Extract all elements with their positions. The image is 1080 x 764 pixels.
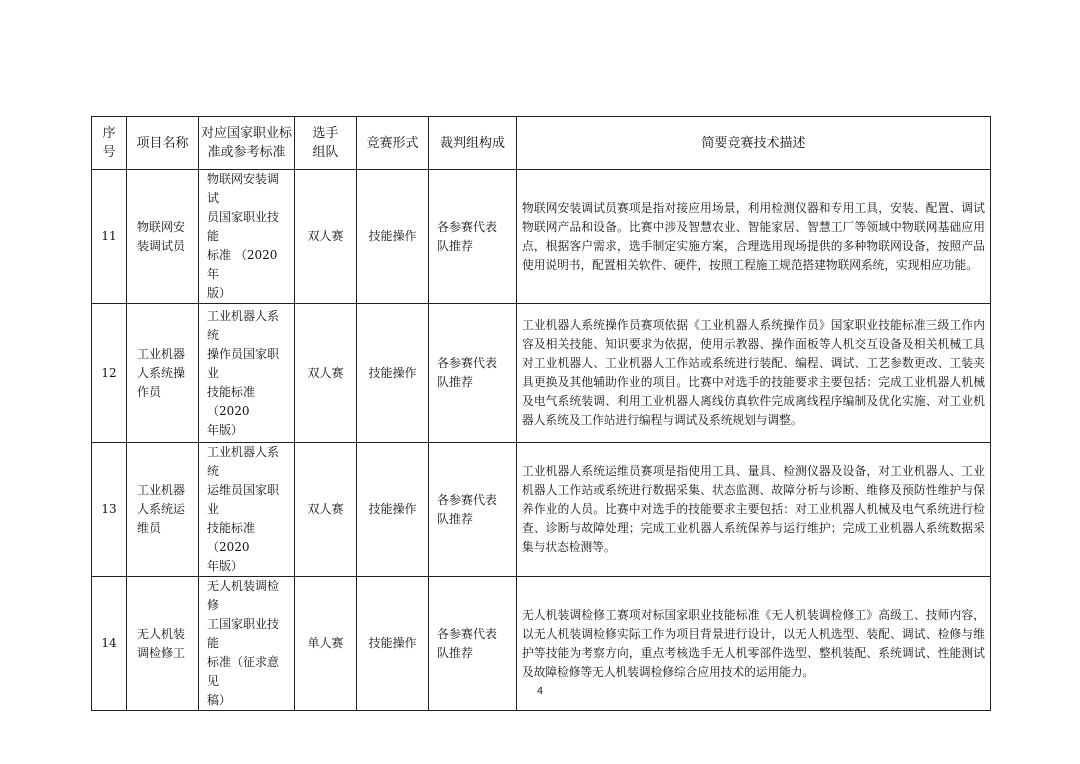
row-number: 11 — [92, 170, 127, 304]
judges-composition: 各参赛代表 队推荐 — [429, 577, 517, 711]
team-type: 双人赛 — [295, 443, 357, 577]
standard-reference: 物联网安装调试 员国家职业技能 标准 （2020 年 版） — [199, 170, 295, 304]
judges-composition: 各参赛代表 队推荐 — [429, 443, 517, 577]
page-number: 4 — [536, 686, 544, 697]
header-description: 简要竞赛技术描述 — [517, 117, 991, 170]
table-header-row — [92, 117, 991, 170]
header-team: 选手 组队 — [295, 117, 357, 170]
header-standard: 对应国家职业标 准或参考标准 — [199, 117, 295, 170]
table-row — [92, 304, 991, 443]
table-row — [92, 443, 991, 577]
row-number: 12 — [92, 304, 127, 443]
standard-reference: 工业机器人系统 操作员国家职业 技能标准（2020 年版） — [199, 304, 295, 443]
project-name: 工业机器 人系统运 维员 — [127, 443, 199, 577]
standard-reference: 工业机器人系统 运维员国家职业 技能标准（2020 年版） — [199, 443, 295, 577]
competition-form: 技能操作 — [357, 443, 429, 577]
project-name: 无人机装 调检修工 — [127, 577, 199, 711]
header-project-name: 项目名称 — [127, 117, 199, 170]
team-type: 单人赛 — [295, 577, 357, 711]
competition-form: 技能操作 — [357, 304, 429, 443]
competition-table — [91, 116, 991, 711]
technical-description: 工业机器人系统操作员赛项依据《工业机器人系统操作员》国家职业技能标准三级工作内容及相关技能、知识要求为依据，使用示教器、操作面板等人机交互设备及相关机械工具对工业机器人、工业机器人工作站或系统进行装配、编程、调试、工艺参数更改、工装夹具更换及其他辅助作业的项目。比赛中对选手的技能要求主要包括：完成工业机器人机械及电气系统装调、利用工业机器人离线仿真软件完成离线程序编制及优化实施、对工业机器人系统及工作站进行编程与调试及系统规划与调整。 — [517, 304, 991, 443]
project-name: 物联网安 装调试员 — [127, 170, 199, 304]
competition-form: 技能操作 — [357, 170, 429, 304]
row-number: 14 — [92, 577, 127, 711]
judges-composition: 各参赛代表 队推荐 — [429, 304, 517, 443]
row-number: 13 — [92, 443, 127, 577]
table-row — [92, 170, 991, 304]
team-type: 双人赛 — [295, 304, 357, 443]
project-name: 工业机器 人系统操 作员 — [127, 304, 199, 443]
technical-description: 无人机装调检修工赛项对标国家职业技能标准《无人机装调检修工》高级工、技师内容，以无人机装调检修实际工作为项目背景进行设计，以无人机选型、装配、调试、检修与维护等技能为考察方向，重点考核选手无人机零部件选型、整机装配、系统调试、性能测试及故障检修等无人机装调检修综合应用技术的运用能力。 — [517, 577, 991, 711]
technical-description: 物联网安装调试员赛项是指对接应用场景，利用检测仪器和专用工具，安装、配置、调试物联网产品和设备。比赛中涉及智慧农业、智能家居、智慧工厂等领域中物联网基础应用点，根据客户需求，选手制定实施方案，合理选用现场提供的多种物联网设备，按照产品使用说明书，配置相关软件、硬件，按照工程施工规范搭建物联网系统，实现相应功能。 — [517, 170, 991, 304]
header-competition-form: 竞赛形式 — [357, 117, 429, 170]
header-judges: 裁判组构成 — [429, 117, 517, 170]
header-serial-number: 序 号 — [92, 117, 127, 170]
team-type: 双人赛 — [295, 170, 357, 304]
competition-form: 技能操作 — [357, 577, 429, 711]
standard-reference: 无人机装调检修 工国家职业技能 标准（征求意见 稿） — [199, 577, 295, 711]
technical-description: 工业机器人系统运维员赛项是指使用工具、量具、检测仪器及设备，对工业机器人、工业机器人工作站或系统进行数据采集、状态监测、故障分析与诊断、维修及预防性维护与保养作业的人员。比赛中对选手的技能要求主要包括：对工业机器人机械及电气系统进行检查、诊断与故障处理；完成工业机器人系统保养与运行维护；完成工业机器人系统数据采集与状态检测等。 — [517, 443, 991, 577]
judges-composition: 各参赛代表 队推荐 — [429, 170, 517, 304]
